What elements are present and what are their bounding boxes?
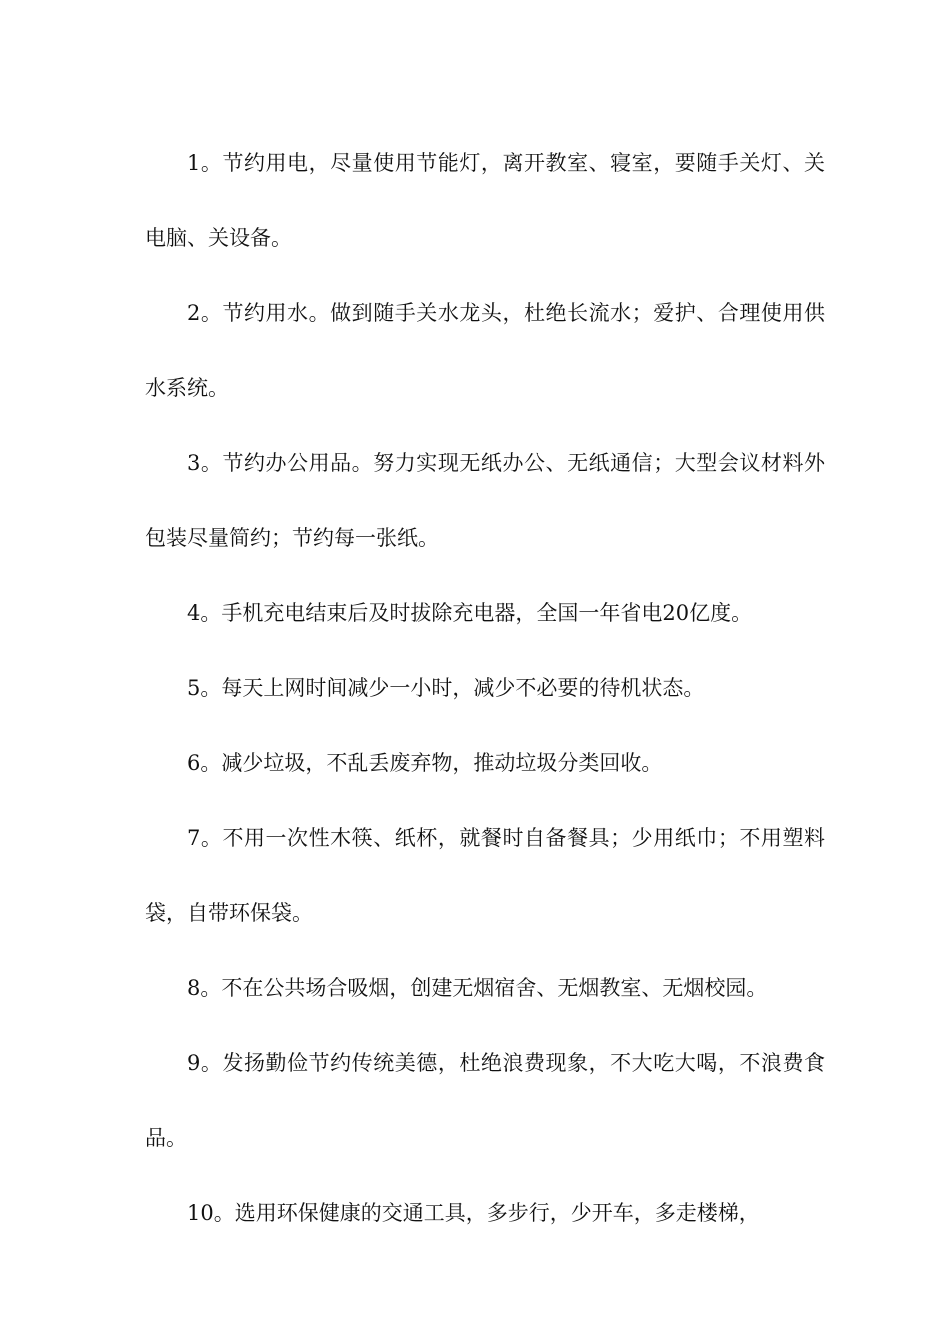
paragraph-3: 3。节约办公用品。努力实现无纸办公、无纸通信；大型会议材料外包装尽量简约；节约每一张纸。 xyxy=(145,451,825,550)
document-body xyxy=(145,126,825,1251)
paragraph-10: 10。选用环保健康的交通工具，多步行，少开车，多走楼梯， xyxy=(187,1201,760,1225)
paragraph-5: 5。每天上网时间减少一小时，减少不必要的待机状态。 xyxy=(187,676,705,700)
paragraph-2: 2。节约用水。做到随手关水龙头，杜绝长流水；爱护、合理使用供水系统。 xyxy=(145,301,825,400)
paragraph-6: 6。减少垃圾，不乱丢废弃物，推动垃圾分类回收。 xyxy=(187,751,663,775)
paragraph-8: 8。不在公共场合吸烟，创建无烟宿舍、无烟教室、无烟校园。 xyxy=(187,976,768,1000)
paragraph-1: 1。节约用电，尽量使用节能灯，离开教室、寝室，要随手关灯、关电脑、关设备。 xyxy=(145,151,825,250)
paragraph-9: 9。发扬勤俭节约传统美德，杜绝浪费现象，不大吃大喝，不浪费食品。 xyxy=(145,1051,825,1150)
paragraph-7: 7。不用一次性木筷、纸杯，就餐时自备餐具；少用纸巾；不用塑料袋，自带环保袋。 xyxy=(145,826,825,925)
paragraph-4: 4。手机充电结束后及时拔除充电器，全国一年省电20亿度。 xyxy=(187,601,753,625)
